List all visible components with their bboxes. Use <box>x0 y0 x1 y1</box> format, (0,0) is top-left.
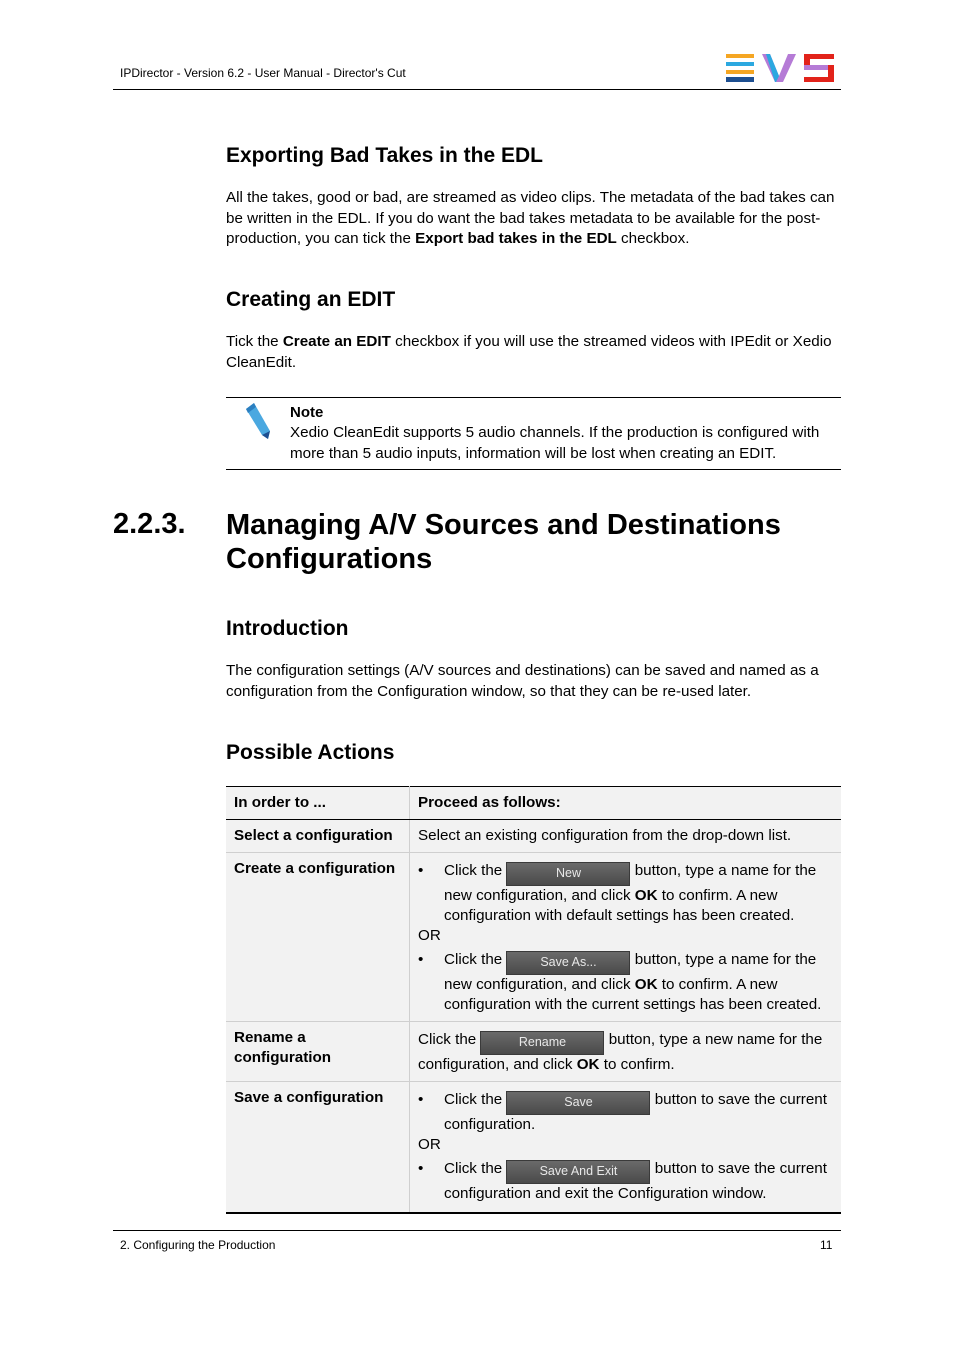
list-item: • Click the Save And Exit button to save the current configuration and exit the Configuration window. <box>418 1160 827 1202</box>
logo-bar-4 <box>726 77 754 82</box>
logo-s-bottom <box>804 77 834 82</box>
table-header-cell: In order to ... <box>226 787 410 820</box>
row-label: Select a configuration <box>226 820 410 853</box>
table-row <box>226 820 841 853</box>
row-content: Click the Rename button, type a new name for the configuration, and click OK to confirm. <box>410 1022 842 1082</box>
table-header-cell: Proceed as follows: <box>410 787 842 820</box>
note-bottom-rule <box>226 469 841 470</box>
row-content <box>410 1082 842 1214</box>
heading-introduction: Introduction <box>226 617 349 640</box>
table-row <box>226 1082 841 1214</box>
save-button[interactable]: Save <box>506 1091 650 1115</box>
or-separator: OR <box>418 1136 441 1153</box>
row-label: Rename a configuration <box>226 1022 410 1082</box>
logo-v-shade <box>766 54 779 82</box>
logo-bar-3 <box>726 70 754 74</box>
evs-logo <box>726 54 834 82</box>
save-as-button[interactable]: Save As... <box>506 951 630 975</box>
list-item: • Click the Save As... button, type a name for the new configuration, and click OK to confirm. A new configuration with the current settings has been created. <box>418 951 822 1013</box>
heading-possible-actions: Possible Actions <box>226 741 395 764</box>
note-top-rule <box>226 397 841 398</box>
row-content <box>410 853 842 1022</box>
save-and-exit-button[interactable]: Save And Exit <box>506 1160 650 1184</box>
rename-button[interactable]: Rename <box>480 1031 604 1055</box>
chapter-number: 2.2.3. <box>113 508 186 540</box>
or-separator: OR <box>418 927 441 944</box>
row-label: Save a configuration <box>226 1082 410 1214</box>
footer-chapter: 2. Configuring the Production <box>120 1238 276 1252</box>
paragraph-bad-takes: All the takes, good or bad, are streamed as video clips. The metadata of the bad takes can be written in the EDL. If you do want the bad takes metadata to be available for the post-production, you can tick the Export bad takes in the EDL checkbox. <box>226 189 835 247</box>
table-row <box>226 1022 841 1082</box>
footer-rule <box>113 1230 841 1231</box>
list-item: • Click the New button, type a name for the new configuration, and click OK to confirm. A new configuration with default settings has been created. <box>418 862 817 924</box>
logo-bar-2 <box>726 62 754 66</box>
table-row <box>226 853 841 1022</box>
chapter-title: Managing A/V Sources and Destinations Configurations <box>226 509 781 575</box>
new-button[interactable]: New <box>506 862 630 886</box>
pencil-icon <box>240 401 276 443</box>
row-content: Select an existing configuration from the drop-down list. <box>410 820 842 853</box>
note-text: Xedio CleanEdit supports 5 audio channels. If the production is configured with more than 5 audio inputs, information will be lost when creating an EDIT. <box>290 424 820 462</box>
heading-bad-takes: Exporting Bad Takes in the EDL <box>226 144 543 167</box>
heading-edit: Creating an EDIT <box>226 288 396 311</box>
actions-table <box>226 786 841 1214</box>
logo-bar-1 <box>726 54 754 58</box>
header-rule <box>113 89 841 90</box>
row-label: Create a configuration <box>226 853 410 1022</box>
paragraph-edit: Tick the Create an EDIT checkbox if you will use the streamed videos with IPEdit or Xedio CleanEdit. <box>226 333 832 371</box>
note-title: Note <box>290 404 324 421</box>
header-title: IPDirector - Version 6.2 - User Manual - Director's Cut <box>120 66 406 80</box>
paragraph-introduction: The configuration settings (A/V sources and destinations) can be saved and named as a configuration from the Configuration window, so that they can be re-used later. <box>226 662 819 700</box>
table-header-row <box>226 787 841 820</box>
page-number: 11 <box>820 1238 833 1252</box>
logo-v <box>762 54 796 82</box>
list-item: • Click the Save button to save the current configuration. <box>418 1091 827 1133</box>
